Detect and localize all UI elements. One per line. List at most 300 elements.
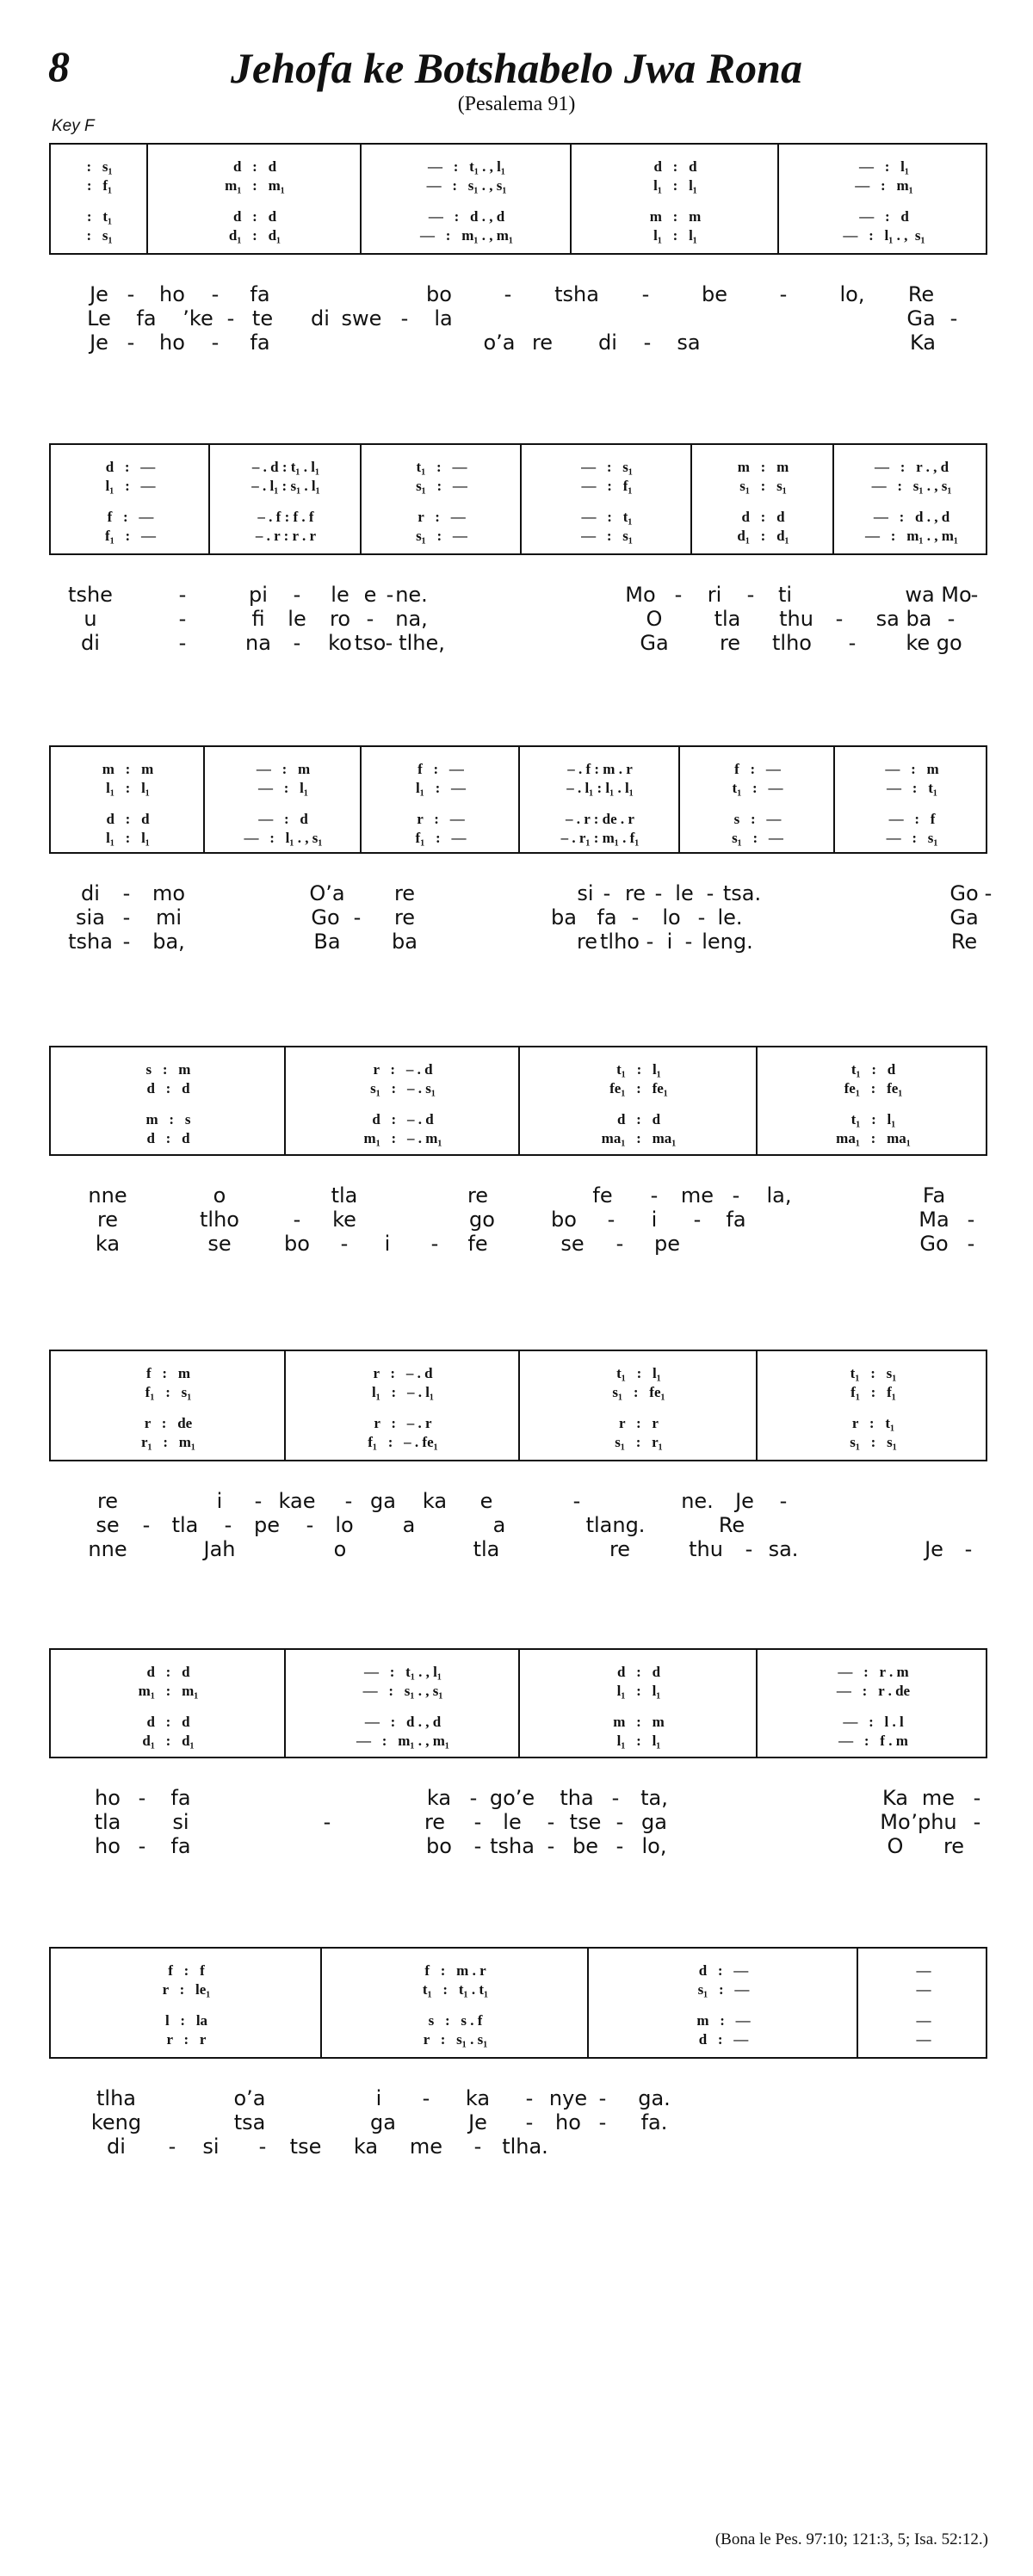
lyric-syllable: pe [654, 1232, 680, 1256]
lyric-syllable: ga [370, 1489, 396, 1513]
notation-measure: s : s . f [428, 2012, 483, 2029]
lyric-syllable: - [973, 1786, 981, 1810]
lyric-syllable: - [779, 282, 788, 306]
lyric-syllable: fa [136, 306, 157, 330]
lyric-syllable: fa [726, 1208, 746, 1232]
lyric-syllable: tsha [68, 930, 113, 954]
lyric-syllable: Re [907, 282, 935, 306]
lyric-syllable: i [651, 1208, 658, 1232]
lyric-syllable: - [650, 1183, 659, 1208]
notation-measure: d : d [232, 158, 277, 175]
lyric-syllable: - [848, 631, 857, 655]
notation-measure: f : m . r [424, 1962, 486, 1979]
lyric-syllable: wa Mo [905, 583, 972, 607]
lyric-syllable: - [732, 1183, 740, 1208]
barline [570, 145, 572, 253]
lyric-syllable: - [631, 905, 640, 930]
barline [756, 1047, 758, 1154]
lyric-syllable: re [609, 1537, 631, 1561]
lyric-syllable: - [615, 1810, 624, 1834]
lyric-syllable: - [178, 607, 187, 631]
lyric-syllable: - [697, 905, 706, 930]
lyric-syllable: - [211, 282, 220, 306]
lyric-syllable: ri [707, 583, 722, 607]
lyric-syllable: - [643, 330, 652, 355]
barline [360, 747, 362, 852]
notation-measure: — : m₁ . , m₁ [865, 528, 958, 544]
lyric-syllable: re [531, 330, 554, 355]
lyric-syllable: ga [641, 1810, 667, 1834]
barline [518, 747, 520, 852]
notation-measure: l : la [164, 2012, 208, 2029]
notation-measure: l₁ : l₁ [106, 830, 150, 846]
lyric-syllable: Go [949, 881, 979, 905]
notation-measure: — : m [256, 761, 311, 777]
notation-measure: d : — [698, 2031, 749, 2048]
lyric-syllable: - [211, 330, 220, 355]
lyric-syllable: Je [90, 330, 108, 355]
lyric-syllable: i [384, 1232, 391, 1256]
notation-measure: f₁ : — [415, 830, 467, 846]
notation-measure: s₁ : — [416, 478, 467, 494]
lyric-syllable: le [675, 881, 694, 905]
notation-measure: d : d [146, 1714, 190, 1730]
lyric-syllable: ’ke [182, 306, 213, 330]
lyric-syllable: ko [328, 631, 352, 655]
notation-measure: d : — [698, 1962, 749, 1979]
lyric-syllable: re [719, 631, 741, 655]
lyric-syllable: - [615, 1232, 624, 1256]
lyric-syllable: Je [925, 1537, 943, 1561]
notation-measure: – . d : t₁ . l₁ [251, 459, 320, 475]
lyric-syllable: Ma [919, 1208, 949, 1232]
lyric-syllable: - [835, 607, 844, 631]
lyric-syllable: tla [331, 1183, 358, 1208]
lyric-syllable: - [949, 306, 958, 330]
lyric-syllable: re [393, 905, 416, 930]
notation-measure: – . l₁ : l₁ . l₁ [566, 780, 634, 796]
notation-measure: s₁ : s₁ [850, 1434, 897, 1450]
lyric-syllable: sia [76, 905, 105, 930]
lyric-syllable: ka [426, 1786, 452, 1810]
barline [520, 445, 522, 553]
lyric-syllable: i [375, 2086, 382, 2110]
lyric-syllable: - [646, 930, 654, 954]
lyric-syllable: mo [152, 881, 186, 905]
lyric-syllable: Ba [313, 930, 341, 954]
lyric-syllable: Je [90, 282, 108, 306]
key-signature: Key F [52, 117, 95, 135]
notation-measure: f : f [168, 1962, 205, 1979]
lyric-syllable: leng. [702, 930, 753, 954]
lyric-syllable: fi [251, 607, 265, 631]
lyric-syllable: - [168, 2134, 176, 2159]
barline [833, 747, 835, 852]
lyric-syllable: ti [777, 583, 793, 607]
lyric-syllable: - [366, 607, 374, 631]
lyric-syllable: - [746, 583, 755, 607]
lyric-syllable: fe [467, 1232, 488, 1256]
lyric-syllable: - [547, 1834, 555, 1858]
notation-measure: — : s₁ [886, 830, 938, 846]
lyric-syllable: ho [159, 330, 185, 355]
lyric-syllable: go [469, 1208, 495, 1232]
notation-measure: r : — [418, 509, 466, 525]
lyric-syllable: - [706, 881, 714, 905]
notation-measure: — : d . , d [873, 509, 950, 525]
lyric-syllable: i [216, 1489, 223, 1513]
notation-measure: — : m₁ [855, 177, 913, 194]
lyric-syllable: bo [426, 282, 452, 306]
lyric-syllable: o [213, 1183, 226, 1208]
notation-measure: l₁ : l₁ [653, 227, 697, 244]
notation-measure: d : d [616, 1664, 661, 1680]
lyric-syllable: ke go [906, 631, 962, 655]
lyric-syllable: ba [392, 930, 418, 954]
lyric-syllable: - [122, 930, 131, 954]
notation-measure: d : d [146, 1080, 190, 1096]
lyric-syllable: ke [332, 1208, 356, 1232]
lyric-syllable: tla [94, 1810, 121, 1834]
notation-measure: — : s₁ . , s₁ [426, 177, 507, 194]
notation-measure: — : s₁ [581, 528, 633, 544]
barline [518, 1351, 520, 1460]
notation-measure: l₁ : l₁ [616, 1683, 661, 1699]
notation-measure: m₁ : m₁ [225, 177, 285, 194]
notation-measure: t₁ : l₁ [616, 1061, 661, 1078]
notation-measure: l₁ : — [416, 780, 466, 796]
notation-measure: — : r . , d [874, 459, 949, 475]
lyric-syllable: - [385, 631, 393, 655]
lyric-syllable: Re [950, 930, 978, 954]
lyric-syllable: tse [569, 1810, 602, 1834]
lyric-syllable: di [107, 2134, 126, 2159]
notation-measure: — : d . , d [428, 208, 505, 225]
lyric-syllable: - [547, 1810, 555, 1834]
notation-measure: t₁ : s₁ [850, 1365, 897, 1381]
notation-measure: d : d [653, 158, 697, 175]
lyric-syllable: Ga [949, 905, 979, 930]
lyric-syllable: nne [88, 1183, 127, 1208]
lyric-syllable: di [311, 306, 330, 330]
lyric-syllable: tse [289, 2134, 322, 2159]
notation-measure: s₁ : — [732, 830, 783, 846]
notation-measure: – . l₁ : s₁ . l₁ [251, 478, 320, 494]
notation-measure: r : s₁ . s₁ [423, 2031, 488, 2048]
notation-measure: — [916, 1962, 931, 1979]
lyric-syllable: - [469, 1786, 478, 1810]
barline [518, 1047, 520, 1154]
lyric-syllable: - [598, 2086, 607, 2110]
lyric-syllable: se [207, 1232, 232, 1256]
barline [146, 145, 148, 253]
hymn-number: 8 [48, 42, 70, 90]
lyric-syllable: u [84, 607, 97, 631]
lyric-syllable: ro [329, 607, 351, 631]
lyric-syllable: thu [779, 607, 813, 631]
lyric-syllable: i [666, 930, 673, 954]
lyric-syllable: Ga [906, 306, 936, 330]
lyric-syllable: keng [90, 2110, 142, 2134]
lyric-syllable: lo [662, 905, 681, 930]
notation-measure: d : d [232, 208, 277, 225]
lyric-syllable: si [172, 1810, 189, 1834]
lyric-syllable: - [254, 1489, 263, 1513]
lyric-syllable: fa [597, 905, 617, 930]
lyric-syllable: ne. [681, 1489, 714, 1513]
lyric-syllable: kae [278, 1489, 316, 1513]
notation-measure: d : – . d [372, 1111, 434, 1127]
notation-measure: l₁ : l₁ [106, 780, 150, 796]
notation-measure: t₁ : l₁ [851, 1111, 896, 1127]
lyric-syllable: - [603, 881, 611, 905]
barline [360, 145, 362, 253]
lyric-syllable: tlho [600, 930, 640, 954]
lyric-syllable: bo [551, 1208, 577, 1232]
notation-measure: t₁ : — [416, 459, 467, 475]
notation-measure: m : m [613, 1714, 665, 1730]
notation-measure: — : l₁ [859, 158, 909, 175]
notation-measure: fe₁ : fe₁ [609, 1080, 668, 1096]
notation-measure: m : m [737, 459, 789, 475]
notation-measure: – . f : f . f [257, 509, 314, 525]
music-staff [49, 143, 987, 255]
notation-measure: — : d [258, 811, 308, 827]
notation-measure: – . f : m . r [567, 761, 633, 777]
barline [284, 1351, 286, 1460]
music-staff [49, 443, 987, 555]
hymn-title: Jehofa ke Botshabelo Jwa Rona [231, 44, 802, 92]
lyric-syllable: me [921, 1786, 956, 1810]
lyric-syllable: tlhe, [399, 631, 445, 655]
notation-measure: l₁ : — [105, 478, 156, 494]
lyric-syllable: pe [254, 1513, 280, 1537]
lyric-syllable: te [251, 306, 274, 330]
notation-measure: m₁ : m₁ [138, 1683, 199, 1699]
lyric-syllable: re [943, 1834, 965, 1858]
lyric-syllable: - [572, 1489, 581, 1513]
lyric-syllable: di [81, 631, 100, 655]
lyric-syllable: me [680, 1183, 714, 1208]
notation-measure: s : m [145, 1061, 191, 1078]
barline [587, 1949, 589, 2057]
notation-measure: — [916, 1981, 931, 1998]
notation-measure: r : r [166, 2031, 207, 2048]
notation-measure: d₁ : d₁ [228, 227, 281, 244]
notation-measure: d : d [741, 509, 785, 525]
lyric-syllable: O’a [309, 881, 345, 905]
lyric-syllable: fa [250, 330, 270, 355]
lyric-syllable: - [970, 583, 979, 607]
notation-measure: r : – . d [373, 1061, 433, 1078]
notation-measure: — : r . de [836, 1683, 911, 1699]
notation-measure: m₁ : – . m₁ [363, 1130, 442, 1146]
lyric-syllable: fa [170, 1786, 191, 1810]
lyric-syllable: - [122, 881, 131, 905]
hymn-subtitle: (Pesalema 91) [457, 93, 576, 115]
notation-measure: — : t₁ . , l₁ [364, 1664, 442, 1680]
lyric-syllable: lo [335, 1513, 354, 1537]
notation-measure: f : — [418, 761, 464, 777]
music-staff [49, 1350, 987, 1461]
lyric-syllable: ka [95, 1232, 121, 1256]
barline [678, 747, 680, 852]
lyric-syllable: ne. [395, 583, 428, 607]
notation-measure: : s₁ [86, 227, 113, 244]
notation-measure: — : t₁ . , l₁ [428, 158, 505, 175]
lyric-syllable: ka [465, 2086, 491, 2110]
barline [518, 1650, 520, 1757]
lyric-syllable: fe [592, 1183, 613, 1208]
lyric-syllable: - [615, 1834, 624, 1858]
lyric-syllable: - [684, 930, 693, 954]
notation-measure: l₁ : l₁ [653, 177, 697, 194]
notation-measure: l₁ : – . l₁ [371, 1384, 435, 1400]
lyric-syllable: ho [95, 1786, 121, 1810]
notation-measure: s₁ : fe₁ [612, 1384, 665, 1400]
lyric-syllable: tsha [554, 282, 599, 306]
notation-measure: s : — [733, 811, 782, 827]
lyric-syllable: swe [341, 306, 382, 330]
notation-measure: r : le₁ [162, 1981, 211, 1998]
notation-measure: — : f . m [838, 1733, 908, 1749]
lyric-syllable: Jah [203, 1537, 236, 1561]
lyric-syllable: - [973, 1810, 981, 1834]
lyric-syllable: - [674, 583, 683, 607]
lyric-syllable: - [344, 1489, 353, 1513]
lyric-syllable: Ka [909, 330, 937, 355]
lyric-syllable: tso [354, 631, 387, 655]
notation-measure: f : m [146, 1365, 190, 1381]
lyric-syllable: be [572, 1834, 598, 1858]
barline [756, 1351, 758, 1460]
lyric-syllable: tla [171, 1513, 199, 1537]
lyric-syllable: re [624, 881, 646, 905]
lyric-syllable: - [473, 1834, 482, 1858]
lyric-syllable: ’phu [911, 1810, 957, 1834]
lyric-syllable: thu [689, 1537, 723, 1561]
lyric-syllable: - [473, 1810, 482, 1834]
lyric-syllable: ba, [152, 930, 185, 954]
barline [320, 1949, 322, 2057]
notation-measure: r₁ : m₁ [140, 1434, 196, 1450]
lyric-syllable: - [122, 905, 131, 930]
lyric-syllable: - [641, 282, 650, 306]
notation-measure: r : – . r [374, 1415, 432, 1431]
barline [284, 1650, 286, 1757]
lyric-syllable: - [693, 1208, 702, 1232]
notation-measure: – . r₁ : m₁ . f₁ [560, 830, 640, 846]
lyric-syllable: fa [250, 282, 270, 306]
lyric-syllable: be [702, 282, 727, 306]
lyric-syllable: ta, [640, 1786, 668, 1810]
lyric-syllable: tlho [200, 1208, 239, 1232]
music-staff [49, 745, 987, 854]
notation-measure: s₁ : – . s₁ [370, 1080, 436, 1096]
lyric-syllable: Re [718, 1513, 745, 1537]
lyric-syllable: - [142, 1513, 151, 1537]
lyric-syllable: re [424, 1810, 446, 1834]
notation-measure: r : t₁ [851, 1415, 895, 1431]
notation-measure: s₁ : r₁ [615, 1434, 663, 1450]
music-staff [49, 1046, 987, 1156]
lyric-syllable: re [96, 1208, 119, 1232]
lyric-syllable: - [654, 881, 663, 905]
lyric-syllable: sa. [768, 1537, 799, 1561]
notation-measure: — [916, 2012, 931, 2029]
lyric-syllable: - [353, 905, 362, 930]
lyric-syllable: re [96, 1489, 119, 1513]
barline [203, 747, 205, 852]
notation-measure: – . r : r . r [255, 528, 317, 544]
lyric-syllable: - [967, 1232, 975, 1256]
barline [360, 445, 362, 553]
lyric-syllable: nye [548, 2086, 588, 2110]
notation-measure: — : l . l [843, 1714, 904, 1730]
lyric-syllable: ka [353, 2134, 379, 2159]
lyric-syllable: ga [370, 2110, 396, 2134]
lyric-syllable: si [577, 881, 594, 905]
lyric-syllable: - [430, 1232, 439, 1256]
lyric-syllable: o [333, 1537, 347, 1561]
lyric-syllable: - [611, 1786, 620, 1810]
lyric-syllable: - [178, 583, 187, 607]
notation-measure: d₁ : d₁ [142, 1733, 195, 1749]
notation-measure: ma₁ : ma₁ [601, 1130, 677, 1146]
lyric-syllable: - [967, 1208, 975, 1232]
lyric-syllable: me [409, 2134, 443, 2159]
lyric-syllable: e [363, 583, 377, 607]
lyric-syllable: - [386, 583, 394, 607]
lyric-syllable: fa [170, 1834, 191, 1858]
lyric-syllable: tla [473, 1537, 500, 1561]
lyric-syllable: la [434, 306, 453, 330]
lyric-syllable: fa. [640, 2110, 668, 2134]
lyric-syllable: e [479, 1489, 493, 1513]
notation-measure: m : s [145, 1111, 191, 1127]
notation-measure: r : — [417, 811, 465, 827]
lyric-syllable: la, [766, 1183, 792, 1208]
notation-measure: — : d [859, 208, 909, 225]
lyric-syllable: tlha. [502, 2134, 548, 2159]
lyric-syllable: - [258, 2134, 267, 2159]
lyric-syllable: Go [919, 1232, 949, 1256]
notation-measure: f : — [107, 509, 154, 525]
lyric-syllable: - [323, 1810, 331, 1834]
lyric-syllable: le [331, 583, 349, 607]
notation-measure: s₁ : s₁ [739, 478, 787, 494]
notation-measure: m : — [696, 2012, 751, 2029]
lyric-syllable: tshe [68, 583, 113, 607]
notation-measure: t₁ : t₁ . t₁ [422, 1981, 489, 1998]
notation-measure: r : r [619, 1415, 659, 1431]
lyric-syllable: na [245, 631, 271, 655]
notation-measure: m : m [102, 761, 154, 777]
notation-measure: — : t₁ [887, 780, 937, 796]
lyric-syllable: Le [87, 306, 111, 330]
lyric-syllable: - [745, 1537, 753, 1561]
notation-measure: — : r . m [838, 1664, 909, 1680]
lyric-syllable: bo [426, 1834, 452, 1858]
lyric-syllable: - [779, 1489, 788, 1513]
lyric-syllable: Je [468, 2110, 487, 2134]
lyric-syllable: tlha [96, 2086, 136, 2110]
lyric-syllable: tsa. [722, 881, 762, 905]
lyric-syllable: - [473, 2134, 482, 2159]
notation-measure: l₁ : l₁ [616, 1733, 661, 1749]
lyric-syllable: le [288, 607, 306, 631]
lyric-syllable: Ka [881, 1786, 909, 1810]
